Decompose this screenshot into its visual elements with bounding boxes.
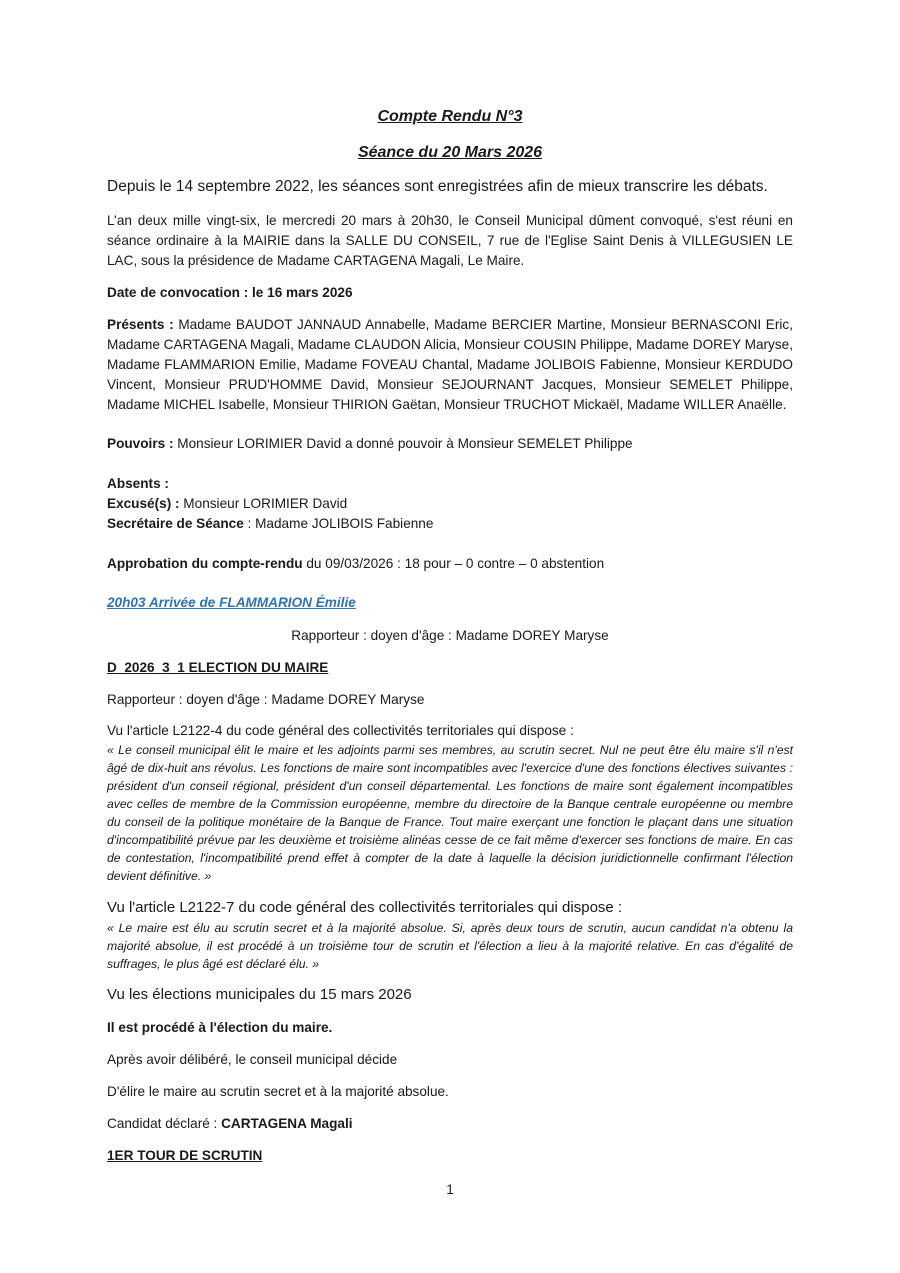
article1-quote: « Le conseil municipal élit le maire et les adjoints parmi ses membres, au scrutin secret. Nul ne peut être élu maire s'il n'est âgé de dix-huit ans révolus. Les fonctions de maire sont incompatibles avec l'exercice d'une des fonctions électives suivantes : président d'un conseil régional, président d'un conseil départemental. Les fonctions de maire sont également incompatibles avec celles de membre de la Commission européenne, membre du directoire de la Banque centrale européenne ou membre du conseil de la politique monétaire de la Banque de France. Tout maire exerçant une fonction le plaçant dans une situation d'incompatibilité prévue par les deuxième et troisième alinéas cesse de ce fait même d'exercer ses fonctions de maire. En cas de contestation, l'incompatibilité prend effet à compter de la date à laquelle la décision juridictionnelle confirmant l'élection devient définitive. »	[107, 743, 793, 883]
presents-paragraph	[107, 315, 793, 415]
elections-line: Vu les élections municipales du 15 mars 2026	[107, 986, 412, 1003]
page-number: 1	[446, 1182, 454, 1197]
deliberation-rapporteur: Rapporteur : doyen d'âge : Madame DOREY Maryse	[107, 692, 425, 707]
candidat-line	[107, 1114, 793, 1134]
article2-quote: « Le maire est élu au scrutin secret et à la majorité absolue. Si, après deux tours de scrutin, aucun candidat n'a obtenu la majorité absolue, il est procédé à un troisième tour de scrutin et l'élection a lieu à la majorité relative. En cas d'égalité de suffrages, le plus âgé est déclaré élu. »	[107, 921, 793, 971]
pouvoirs-label: Pouvoirs :	[107, 436, 174, 451]
candidat-name: CARTAGENA Magali	[221, 1116, 353, 1131]
approbation-line	[107, 554, 793, 574]
secretaire-line	[107, 514, 793, 534]
apres-line: Après avoir délibéré, le conseil municipal décide	[107, 1052, 398, 1067]
excuses-label: Excusé(s) :	[107, 496, 180, 511]
convocation-date: Date de convocation : le 16 mars 2026	[107, 285, 353, 300]
approbation-label: Approbation du compte-rendu	[107, 556, 303, 571]
approbation-text: du 09/03/2026 : 18 pour – 0 contre – 0 abstention	[302, 556, 605, 571]
recording-notice: Depuis le 14 septembre 2022, les séances sont enregistrées afin de mieux transcrire les débats.	[107, 178, 768, 195]
excuses-text: Monsieur LORIMIER David	[179, 496, 348, 511]
article2-intro: Vu l'article L2122-7 du code général des collectivités territoriales qui dispose :	[107, 899, 623, 916]
presents-label: Présents :	[107, 317, 174, 332]
seance-date: Séance du 20 Mars 2026	[357, 144, 543, 161]
arrival-link[interactable]: 20h03 Arrivée de FLAMMARION Émilie	[107, 595, 356, 610]
article1-intro: Vu l'article L2122-4 du code général des collectivités territoriales qui dispose :	[107, 723, 574, 738]
absents-label: Absents :	[107, 476, 169, 491]
excuses-line	[107, 494, 793, 514]
tour-heading: 1ER TOUR DE SCRUTIN	[107, 1148, 263, 1163]
procede-line: Il est procédé à l'élection du maire.	[107, 1020, 333, 1035]
pouvoirs-text: Monsieur LORIMIER David a donné pouvoir à Monsieur SEMELET Philippe	[173, 436, 633, 451]
secretaire-label: Secrétaire de Séance	[107, 516, 244, 531]
intro-paragraph: L’an deux mille vingt-six, le mercredi 20 mars à 20h30, le Conseil Municipal dûment convoqué, s'est réuni en séance ordinaire à la MAIRIE dans la SALLE DU CONSEIL, 7 rue de l'Eglise Saint Denis à VILLEGUSIEN LE LAC, sous la présidence de Madame CARTAGENA Magali, Le Maire.	[107, 213, 793, 268]
document-title: Compte Rendu N°3	[377, 108, 523, 125]
presents-list: Madame BAUDOT JANNAUD Annabelle, Madame BERCIER Martine, Monsieur BERNASCONI Eric, Madame CARTAGENA Magali, Madame CLAUDON Alicia, Monsieur COUSIN Philippe, Madame DOREY Maryse, Madame FLAMMARION Emilie, Madame FOVEAU Chantal, Madame JOLIBOIS Fabienne, Monsieur KERDUDO Vincent, Monsieur PRUD'HOMME David, Monsieur SEJOURNANT Jacques, Monsieur SEMELET Philippe, Madame MICHEL Isabelle, Monsieur THIRION Gaëtan, Monsieur TRUCHOT Mickaël, Madame WILLER Anaëlle.	[107, 317, 793, 412]
pouvoirs-line	[107, 434, 793, 454]
deliberation-heading: D_2026_3_1 ELECTION DU MAIRE	[107, 660, 329, 675]
secretaire-text: : Madame JOLIBOIS Fabienne	[243, 516, 434, 531]
rapporteur-center: Rapporteur : doyen d'âge : Madame DOREY Maryse	[291, 628, 609, 643]
elire-line: D'élire le maire au scrutin secret et à la majorité absolue.	[107, 1084, 449, 1099]
candidat-label: Candidat déclaré :	[107, 1116, 222, 1131]
arrival-link-wrap	[107, 594, 793, 612]
